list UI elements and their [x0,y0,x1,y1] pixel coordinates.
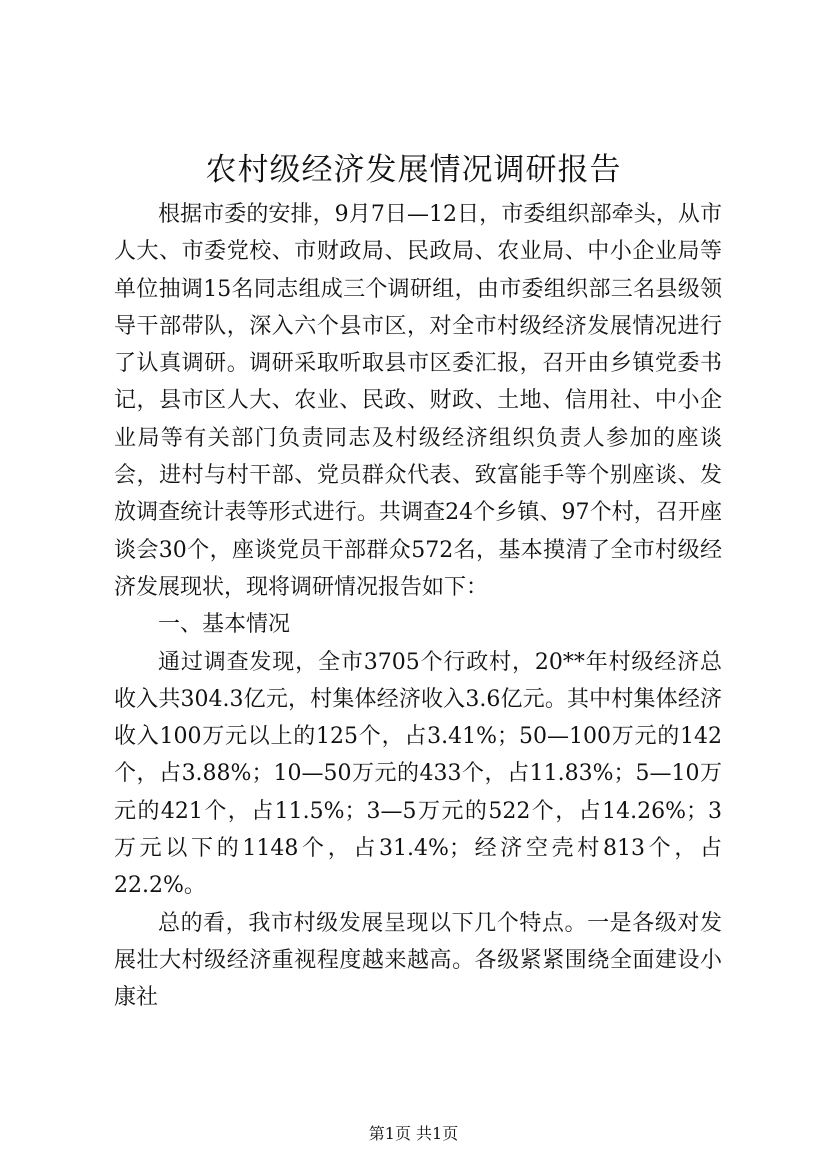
paragraph-statistics: 通过调查发现，全市3705个行政村，20**年村级经济总收入共304.3亿元，村集体经济收入3.6亿元。其中村集体经济收入100万元以上的125个，占3.41%；50—100万元的142个，占3.88%；10—50万元的433个，占11.83%；5—10万元的421个，占11.5%；3—5万元的522个，占14.26%；3万元以下的1148个，占31.4%；经济空壳村813个，占22.2%。 [114,649,722,899]
paragraph-characteristics: 总的看，我市村级发展呈现以下几个特点。一是各级对发展壮大村级经济重视程度越来越高。各级紧紧围绕全面建设小康社 [114,910,722,1011]
document-body [114,196,722,1017]
page-number-footer: 第1页 共1页 [368,1124,459,1143]
section-heading-basic-situation: 一、基本情况 [158,612,291,638]
document-title: 农村级经济发展情况调研报告 [205,152,622,188]
paragraph-intro: 根据市委的安排，9月7日—12日，市委组织部牵头，从市人大、市委党校、市财政局、民政局、农业局、中小企业局等单位抽调15名同志组成三个调研组，由市委组织部三名县级领导干部带队，深入六个县市区，对全市村级经济发展情况进行了认真调研。调研采取听取县市区委汇报，召开由乡镇党委书记，县市区人大、农业、民政、财政、土地、信用社、中小企业局等有关部门负责同志及村级经济组织负责人参加的座谈会，进村与村干部、党员群众代表、致富能手等个别座谈、发放调查统计表等形式进行。共调查24个乡镇、97个村，召开座谈会30个，座谈党员干部群众572名，基本摸清了全市村级经济发展现状，现将调研情况报告如下： [114,202,722,600]
